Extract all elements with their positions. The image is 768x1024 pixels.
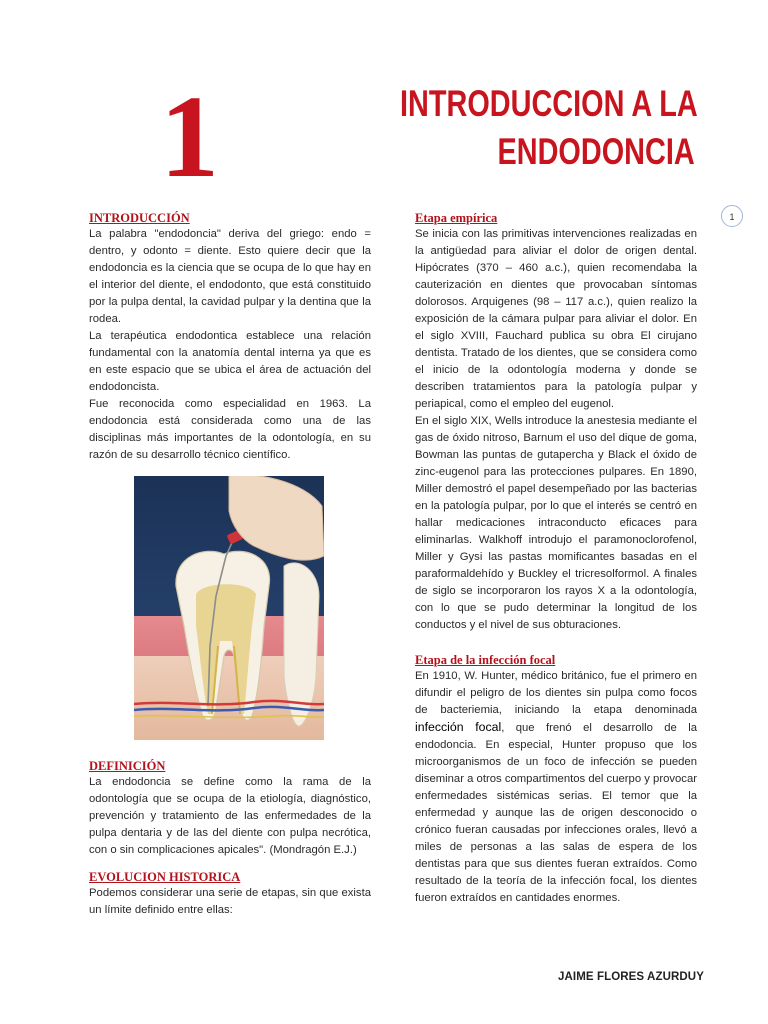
focal-text-a: En 1910, W. Hunter, médico británico, fue el primero en difundir el peligro de los dientes sin pulpa como focos de bacteriemia, iniciando la etapa denominada xyxy=(415,670,697,716)
title-line-2: ENDODONCIA xyxy=(497,131,695,172)
heading-etapa-empirica: Etapa empírica xyxy=(415,211,498,225)
page-number-badge: 1 xyxy=(721,205,743,227)
author-footer: JAIME FLORES AZURDUY xyxy=(558,971,704,983)
heading-introduccion: INTRODUCCIÓN xyxy=(89,211,190,225)
tooth-endodontics-illustration xyxy=(134,476,324,740)
page-title xyxy=(400,80,698,176)
intro-paragraph-2: La terapéutica endodontica establece una relación fundamental con la anatomía dental interna ya que es en este espacio que se ubica el área de actuación del endodoncista. xyxy=(89,330,371,393)
chapter-number: 1 xyxy=(160,71,219,202)
intro-paragraph-1: La palabra "endodoncia" deriva del griego: endo = dentro, y odonto = diente. Esto quiere decir que la endodoncia es la ciencia que se ocupa de lo que hay en el interior del diente, el endodonto, que está constituido por la pulpa dental, la cavidad pulpar y la dentina que la rodea. xyxy=(89,228,371,325)
intro-paragraph-3: Fue reconocida como especialidad en 1963. La endodoncia está considerada como una de las disciplinas más importantes de la odontología, en su razón de su desarrollo técnico científico. xyxy=(89,398,371,461)
heading-definicion: DEFINICIÓN xyxy=(89,759,166,773)
focal-text-b: , que frenó el desarrollo de la endodoncia. En especial, Hunter propuso que los microorganismos de un foco de infección se pueden diseminar a otros compartimentos del cuerpo y provocar enfermedades sistémicas serias. El temor que la enfermedad y aunque las de origen desconocido o crónico fueran causadas por infecciones orales, llevó a miles de personas a las salas de espera de los dentistas para que sus dientes fueran extraídos. Como resultado de la teoría de la infección focal, los dientes fueron extraídos en cantidades enormes. xyxy=(415,722,697,904)
heading-evolucion-historica: EVOLUCION HISTORICA xyxy=(89,870,241,884)
focal-highlight-term: infección focal xyxy=(415,720,502,734)
title-line-1: INTRODUCCION A LA xyxy=(400,83,698,124)
empirical-paragraph-1: Se inicia con las primitivas intervenciones realizadas en la antigüedad para aliviar el dolor de origen dental. Hipócrates (370 – 460 a.c.), quien recomendaba la cauterización en dientes que provocaban síntomas dolorosos. Arquigenes (98 – 117 a.c.), quien realizo la exposición de la cámara pulpar para aliviar el dolor. En el siglo XVIII, Fauchard publica su obra El cirujano dentista. Tratado de los dientes, que se considera como el inicio de la odontología moderna y donde se describen tratamientos para la patología pulpar y periapical, como el empleo del eugenol. xyxy=(415,228,697,410)
heading-infeccion-focal: Etapa de la infección focal xyxy=(415,653,556,667)
tooth-illustration-svg xyxy=(134,476,324,740)
left-column xyxy=(89,210,371,919)
definition-paragraph: La endodoncia se define como la rama de la odontología que se ocupa de la etiología, diagnóstico, prevención y tratamiento de las enfermedades de la pulpa dentaria y de las del diente con pulpa necrótica, con o sin complicaciones apicales". (Mondragón E.J.) xyxy=(89,776,371,856)
focal-infection-paragraph xyxy=(415,668,697,907)
right-column xyxy=(415,210,697,907)
evolution-paragraph: Podemos considerar una serie de etapas, sin que exista un límite definido entre ellas: xyxy=(89,887,371,916)
empirical-paragraph-2: En el siglo XIX, Wells introduce la anestesia mediante el gas de óxido nitroso, Barnum el uso del dique de goma, Bowman las puntas de gutapercha y Black el óxido de zinc-eugenol para las protecciones pulpares. En 1890, Miller demostró el papel desempeñado por las bacterias en la patología pulpar, por lo que el interés se centró en hallar medicaciones intraconducto eficaces para eliminarlas. Walkhoff introdujo el paramonoclorofenol, Miller y Gysi las pastas momificantes basadas en el paraformaldehído y Buckley el tricresolformol. A finales de siglo se incorporaron los rayos X a la odontología, con lo que se pudo determinar la longitud de los conductos y el nivel de sus obturaciones. xyxy=(415,415,697,631)
